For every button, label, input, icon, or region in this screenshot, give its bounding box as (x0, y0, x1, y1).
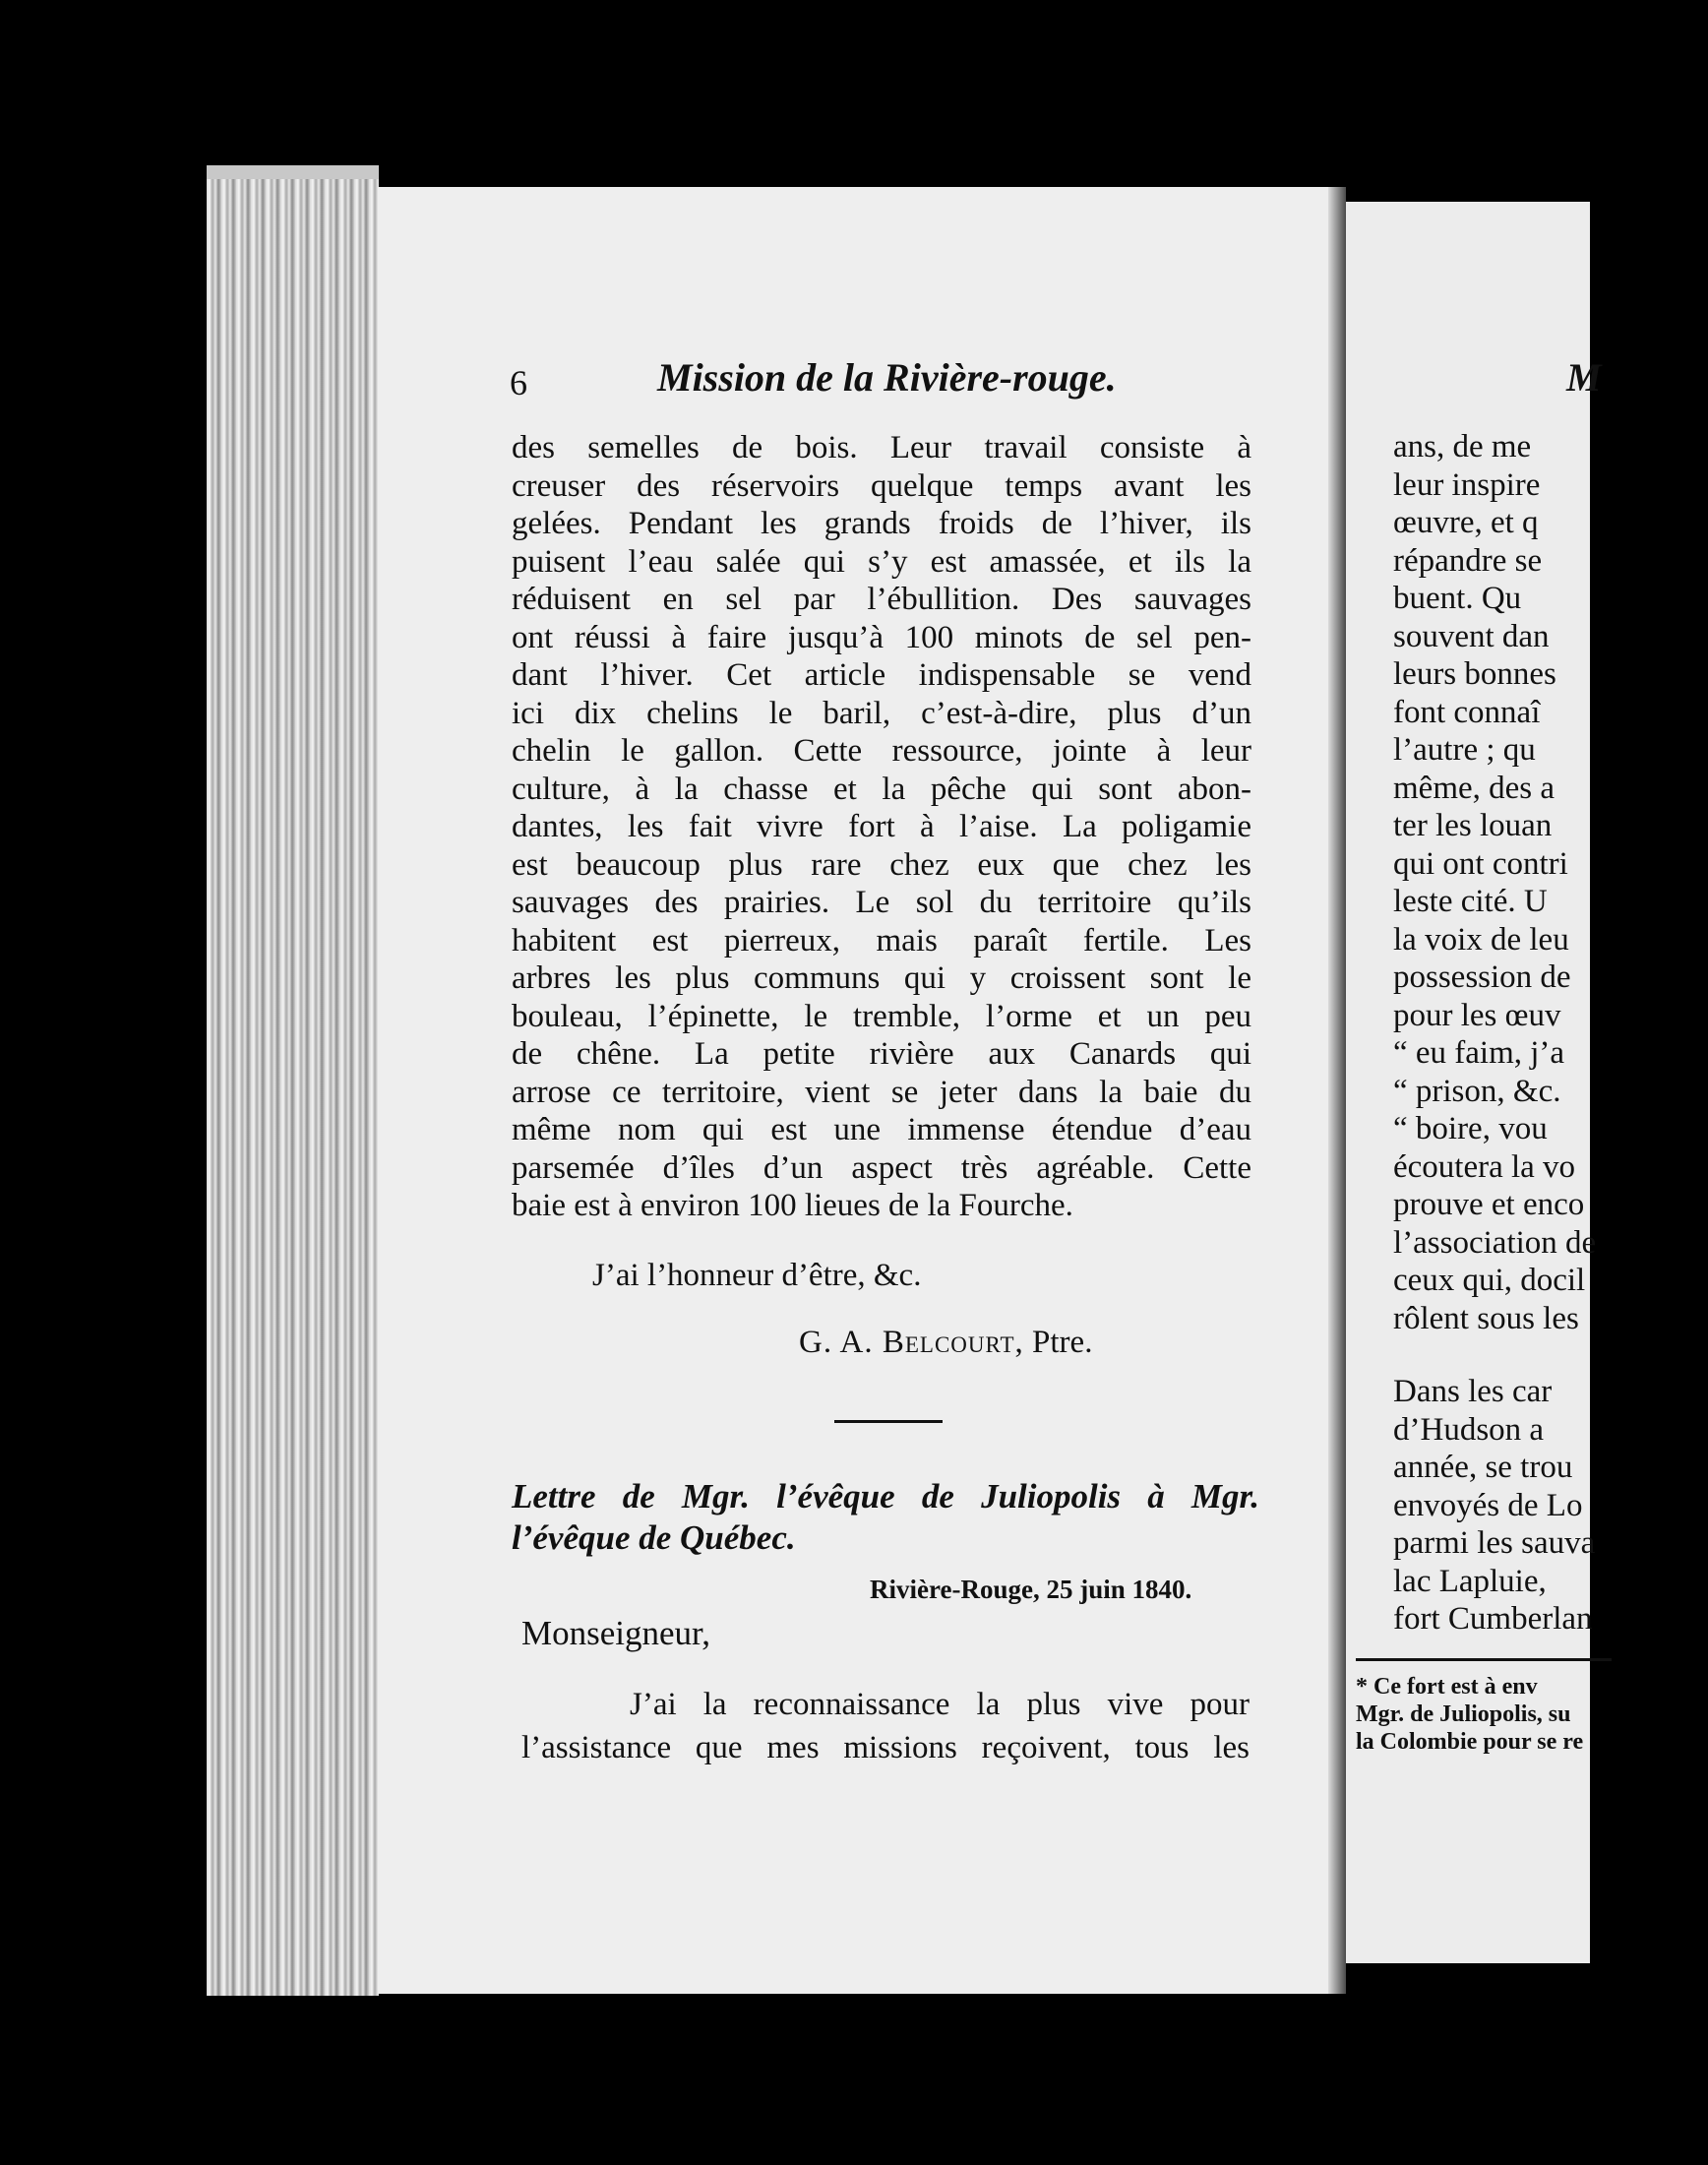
book-gutter (1328, 187, 1346, 1994)
footnote-line: Mgr. de Juliopolis, su (1356, 1701, 1571, 1727)
running-head: Mission de la Rivière-rouge. (657, 355, 1117, 400)
footnote-line: la Colombie pour se re (1356, 1729, 1584, 1755)
text-line: l’association de (1393, 1224, 1597, 1261)
signature-title: Ptre. (1032, 1325, 1093, 1360)
text-line: même nom qui est une immense étendue d’eau (512, 1112, 1251, 1147)
text-line: ter les louan (1393, 808, 1553, 843)
text-line: parmi les sauva (1393, 1525, 1596, 1561)
text-line: possession de (1393, 959, 1571, 995)
text-line: la voix de leu (1393, 921, 1569, 958)
text-line: des semelles de bois. Leur travail consiste à (512, 430, 1251, 465)
right-body-text-2 (1393, 1373, 1708, 1639)
text-line: est beaucoup plus rare chez eux que chez les (512, 846, 1251, 883)
right-body-text (1393, 428, 1708, 1337)
section-divider (834, 1420, 943, 1423)
text-line: même, des a (1393, 770, 1556, 806)
text-line: ici dix chelins le baril, c’est-à-dire, plus d’un (512, 695, 1251, 731)
text-line: répandre se (1393, 542, 1543, 579)
text-line: œuvre, et q (1393, 505, 1539, 540)
footnote-rule (1356, 1658, 1612, 1661)
text-line: qui ont contri (1393, 845, 1568, 882)
text-line: gelées. Pendant les grands froids de l’hiver, ils (512, 506, 1251, 541)
footnote-line: * Ce fort est à env (1356, 1674, 1538, 1700)
text-line: habitent est pierreux, mais paraît fertile. Les (512, 922, 1251, 959)
text-line: ont réussi à faire jusqu’à 100 minots de sel pen- (512, 619, 1251, 655)
text-line: ans, de me (1393, 429, 1532, 464)
text-line: buent. Qu (1393, 581, 1522, 616)
letter-title (512, 1476, 1259, 1559)
text-line: parsemée d’îles d’un aspect très agréable. Cette (512, 1149, 1251, 1186)
text-line: l’autre ; qu (1393, 732, 1536, 768)
text-line: arbres les plus communs qui y croissent sont le (512, 960, 1251, 996)
text-line: ceux qui, docil (1393, 1263, 1586, 1298)
text-line: “ eu faim, j’a (1393, 1035, 1565, 1071)
right-page (1346, 202, 1602, 1963)
text-line: font connaî (1393, 694, 1541, 730)
text-line: réduisent en sel par l’ébullition. Des sauvages (512, 582, 1251, 617)
text-line: souvent dan (1393, 618, 1550, 654)
text-line: d’Hudson a (1393, 1411, 1545, 1448)
text-line: bouleau, l’épinette, le tremble, l’orme et un peu (512, 998, 1251, 1034)
text-line: sauvages des prairies. Le sol du territoire qu’ils (512, 885, 1251, 920)
letter-title-line: Lettre de Mgr. l’évêque de Juliopolis à Mgr. (512, 1477, 1259, 1516)
body-text (512, 429, 1251, 1225)
text-line: baie est à environ 100 lieues de la Fourche. (512, 1188, 1073, 1223)
text-line: “ boire, vou (1393, 1111, 1548, 1146)
text-line: Dans les car (1393, 1374, 1553, 1409)
greeting: Monseigneur, (521, 1614, 711, 1652)
text-line: chelin le gallon. Cette ressource, jointe à leur (512, 733, 1251, 769)
text-line: de chêne. La petite rivière aux Canards qui (512, 1036, 1251, 1072)
text-line: dantes, les fait vivre fort à l’aise. La poligamie (512, 809, 1251, 844)
text-line: rôlent sous les (1393, 1300, 1579, 1336)
letter-title-line: l’évêque de Québec. (512, 1518, 796, 1557)
text-line: l’assistance que mes missions reçoivent, tous les (521, 1730, 1250, 1765)
text-line: prouve et enco (1393, 1187, 1585, 1222)
text-line: lac Lapluie, (1393, 1563, 1547, 1599)
text-line: leur inspire (1393, 466, 1541, 503)
text-line: “ prison, &c. (1393, 1073, 1561, 1109)
text-line: dant l’hiver. Cet article indispensable se vend (512, 657, 1251, 693)
book-edge-top (207, 165, 379, 179)
dateline: Rivière-Rouge, 25 juin 1840. (870, 1575, 1192, 1604)
letter-body (521, 1683, 1250, 1769)
book-page-edges (207, 165, 379, 1996)
right-running-head: M (1566, 355, 1602, 400)
page-number: 6 (510, 363, 527, 402)
signature-name: G. A. Belcourt, (799, 1325, 1024, 1360)
closing-salutation: J’ai l’honneur d’être, &c. (592, 1258, 922, 1293)
text-line: J’ai la reconnaissance la plus vive pour (630, 1687, 1250, 1722)
text-line: leste cité. U (1393, 884, 1548, 919)
text-line: pour les œuv (1393, 997, 1561, 1033)
text-line: leurs bonnes (1393, 656, 1556, 692)
text-line: fort Cumberlan (1393, 1601, 1593, 1637)
text-line: creuser des réservoirs quelque temps avant les (512, 467, 1251, 504)
text-line: culture, à la chasse et la pêche qui sont abon- (512, 771, 1251, 807)
text-line: puisent l’eau salée qui s’y est amassée, et ils la (512, 543, 1251, 580)
text-line: écoutera la vo (1393, 1148, 1576, 1185)
footnote (1356, 1673, 1671, 1756)
text-line: année, se trou (1393, 1450, 1573, 1485)
text-line: arrose ce territoire, vient se jeter dans la baie du (512, 1074, 1251, 1110)
text-line: envoyés de Lo (1393, 1487, 1583, 1523)
signature (799, 1325, 1092, 1361)
